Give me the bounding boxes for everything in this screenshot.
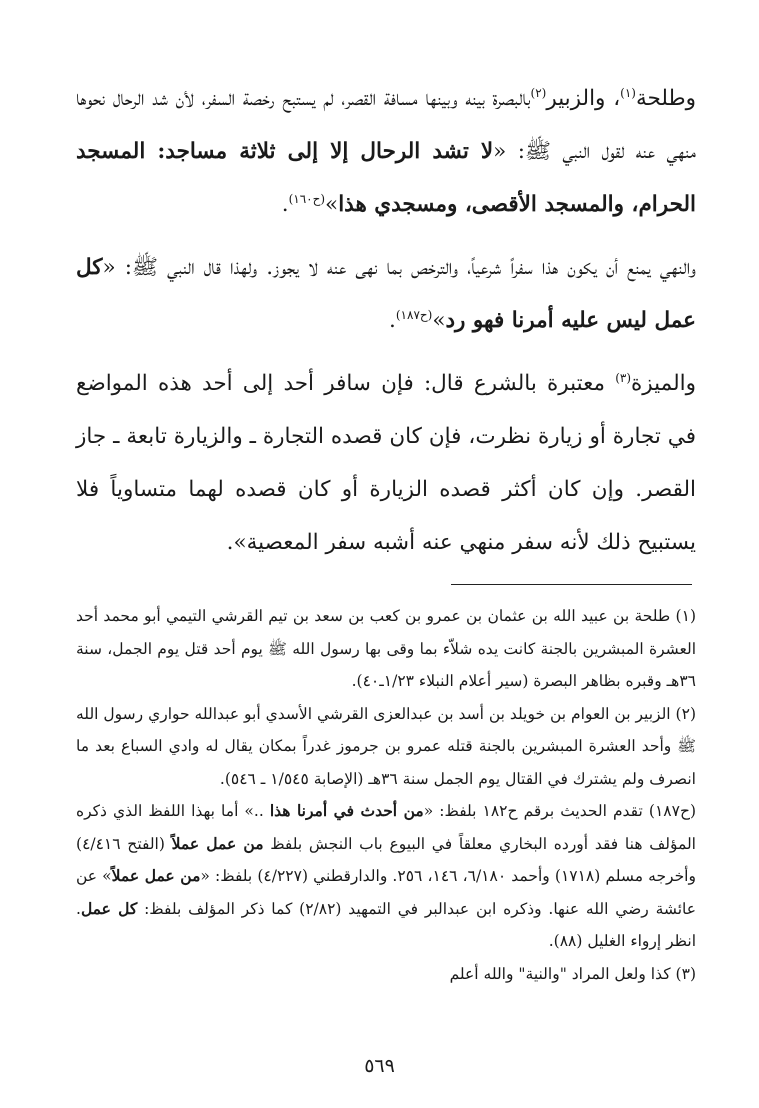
footnote-3 — [76, 958, 696, 991]
footnote-ref-3[interactable]: (٣) — [615, 370, 632, 385]
text-run: بالبصرة بينه وبينها مسافة القصر، لم يستبح رخصة السفر، لأن شد الرحال نحوها منهي عنه لقول النبي ﷺ: « — [76, 86, 696, 164]
footnote-1 — [76, 600, 696, 698]
text-run: والنهي يمنع أن يكون هذا سفراً شرعياً، والترخص بما نهى عنه لا يجوز. ولهذا قال النبي ﷺ: « — [102, 255, 696, 280]
page-number: ٥٦٩ — [364, 1055, 395, 1077]
footnote-separator — [451, 584, 692, 585]
text-run: . — [389, 308, 396, 333]
main-text — [76, 72, 696, 569]
footnote-text: تقدم الحديث برقم ح١٨٢ بلفظ: « — [423, 802, 649, 820]
footnote-text: كذا ولعل المراد "والنية" والله أعلم — [449, 964, 676, 983]
footnote-text: (الفتح ٤/٤١٦) وأخرجه مسلم (١٧١٨) وأحمد ٦/١٨٠، ١٤٦، ٢٥٦. والدارقطني (٤/٢٢٧) بلفظ: « — [76, 834, 696, 885]
hadith-quote-1: لا تشد الرحال إلا إلى ثلاثة مساجد: المسجد الحرام، والمسجد الأقصى، ومسجدي هذا — [76, 139, 696, 217]
text-run: » — [432, 308, 446, 333]
footnote-2 — [76, 698, 696, 796]
footnote-ref-1[interactable]: (١) — [620, 85, 636, 100]
hadith-ref-160[interactable]: (ح١٦٠) — [288, 191, 326, 206]
footnote-number: (٢) — [675, 704, 696, 723]
paragraph-1 — [76, 72, 696, 231]
footnote-hadith-187 — [76, 795, 696, 958]
hadith-quote-2: كل عمل ليس عليه أمرنا فهو رد — [76, 255, 696, 333]
footnote-text: . انظر إرواء الغليل (٨٨). — [76, 899, 696, 950]
hadith-ref-187[interactable]: (ح١٨٧) — [395, 307, 433, 322]
footnote-text: ..» أما بهذا اللفظ الذي ذكره المؤلف هنا فقد أورده البخاري معلقاً في البيوع باب النجش بلفظ — [76, 802, 696, 853]
text-run: ، والزبير — [546, 86, 621, 111]
hadith-wording: كل عمل — [80, 898, 138, 918]
text-run: » — [325, 192, 339, 217]
footnote-number: (٣) — [675, 964, 696, 983]
paragraph-2 — [76, 241, 696, 347]
footnote-number: (ح١٨٧) — [648, 802, 696, 820]
text-run: . — [281, 192, 289, 217]
hadith-wording: من عمل عملاً — [171, 833, 264, 853]
text-run: معتبرة بالشرع قال: فإن سافر أحد إلى أحد هذه المواضع في تجارة أو زيارة نظرت، فإن كان قصده التجارة ـ والزيارة تابعة ـ جاز القصر. وإن كان أكثر قصده الزيارة أو كان قصده لهما متساوياً فلا يستبيح ذلك لأنه سفر منهي عنه أشبه سفر المعصية». — [76, 371, 696, 555]
footnote-text: طلحة بن عبيد الله بن عثمان بن عمرو بن كعب بن سعد بن تيم القرشي التيمي أبو محمد أحد العشرة المبشرين بالجنة كانت يده شلاّء بما وقى بها رسول الله ﷺ يوم أحد قتل يوم الجمل، سنة ٣٦هـ وقبره بظاهر البصرة (سير أعلام النبلاء ١/٢٣ـ٤٠). — [76, 607, 696, 690]
text-run: وطلحة — [635, 86, 696, 111]
footnotes — [76, 600, 696, 990]
hadith-wording: من عمل عملاً — [111, 866, 201, 885]
paragraph-3 — [76, 357, 696, 569]
footnote-ref-2[interactable]: (٢) — [530, 85, 547, 100]
footnote-text: » عن عائشة رضي الله عنها. وذكره ابن عبدالبر في التمهيد (٢/٨٢) كما ذكر المؤلف بلفظ: — [76, 867, 696, 918]
footnote-text: الزبير بن العوام بن خويلد بن أسد بن عبدالعزى القرشي الأسدي أبو عبدالله حواري رسول الله ﷺ وأحد العشرة المبشرين بالجنة قتله عمرو بن جرموز غدراً بمكان يقال له وادي السباع بعد ما انصرف ولم يشترك في القتال يوم الجمل سنة ٣٦هـ (الإصابة ١/٥٤٥ ـ ٥٤٦). — [76, 704, 696, 788]
hadith-wording: من أحدث في أمرنا هذا — [269, 801, 424, 820]
footnote-number: (١) — [675, 607, 696, 625]
text-run: والميزة — [631, 371, 696, 396]
